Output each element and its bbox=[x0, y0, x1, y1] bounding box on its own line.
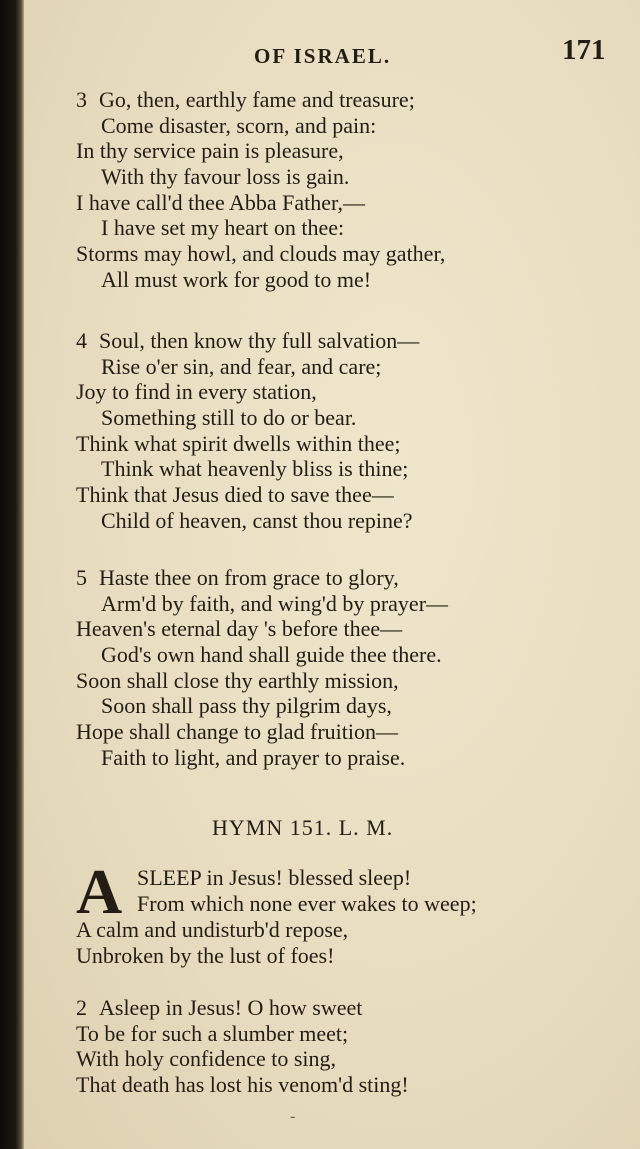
stanza-number: 3 bbox=[76, 87, 87, 112]
verse-line: Arm'd by faith, and wing'd by prayer— bbox=[101, 590, 449, 616]
verse-line: A calm and undisturb'd repose, bbox=[76, 917, 349, 942]
verse-line: From which none ever wakes to weep; bbox=[137, 891, 477, 916]
verse-line: 3 Go, then, earthly fame and treasure; bbox=[76, 87, 415, 112]
verse-line: Think what heavenly bliss is thine; bbox=[101, 456, 409, 482]
footer-mark: - bbox=[290, 1108, 296, 1125]
verse-line: 5 Haste thee on from grace to glory, bbox=[76, 565, 399, 590]
verse-line: SLEEP in Jesus! blessed sleep! bbox=[137, 865, 412, 890]
page-number: 171 bbox=[562, 34, 606, 66]
verse-line: Hope shall change to glad fruition— bbox=[76, 719, 398, 745]
verse-line: I have set my heart on thee: bbox=[101, 215, 345, 241]
verse-line: Something still to do or bear. bbox=[101, 405, 357, 431]
verse-line: Unbroken by the lust of foes! bbox=[76, 942, 335, 968]
verse-line: Think that Jesus died to save thee— bbox=[76, 482, 394, 508]
hymn-title: HYMN 151. L. M. bbox=[212, 815, 394, 840]
verse-line: Come disaster, scorn, and pain: bbox=[101, 112, 377, 138]
verse-line: 4 Soul, then know thy full salvation— bbox=[76, 328, 420, 353]
book-spine-edge bbox=[0, 0, 24, 1149]
stanza-number: 4 bbox=[76, 328, 87, 353]
verse-line: Storms may howl, and clouds may gather, bbox=[76, 241, 446, 267]
verse-line: In thy service pain is pleasure, bbox=[76, 138, 344, 164]
running-head: OF ISRAEL. bbox=[254, 44, 392, 68]
verse-line: Joy to find in every station, bbox=[76, 379, 317, 405]
verse-line: Think what spirit dwells within thee; bbox=[76, 430, 401, 456]
stanza-number: 5 bbox=[76, 565, 87, 590]
verse-line: Child of heaven, canst thou repine? bbox=[101, 507, 413, 533]
verse-line: With holy confidence to sing, bbox=[76, 1046, 337, 1072]
stanza-number: 2 bbox=[76, 995, 87, 1020]
verse-line: That death has lost his venom'd sting! bbox=[76, 1072, 409, 1098]
verse-line: To be for such a slumber meet; bbox=[76, 1020, 349, 1046]
hymn-stanza-2 bbox=[76, 995, 409, 1098]
verse-line: Rise o'er sin, and fear, and care; bbox=[101, 353, 382, 379]
verse-line: Faith to light, and prayer to praise. bbox=[101, 744, 406, 770]
hymn-stanza-1-rest bbox=[76, 917, 348, 968]
verse-line: All must work for good to me! bbox=[101, 266, 372, 292]
verse-line: I have call'd thee Abba Father,— bbox=[76, 189, 365, 215]
stanza-4 bbox=[76, 328, 419, 534]
stanza-3 bbox=[76, 87, 445, 293]
drop-cap-letter: A bbox=[76, 856, 123, 927]
verse-line: Heaven's eternal day 's before thee— bbox=[76, 616, 403, 642]
verse-line: Soon shall close thy earthly mission, bbox=[76, 667, 399, 693]
stanza-5 bbox=[76, 565, 448, 771]
verse-line: 2 Asleep in Jesus! O how sweet bbox=[76, 995, 363, 1020]
verse-line: With thy favour loss is gain. bbox=[101, 164, 350, 190]
verse-line: God's own hand shall guide thee there. bbox=[101, 642, 442, 668]
verse-line: Soon shall pass thy pilgrim days, bbox=[101, 693, 392, 719]
